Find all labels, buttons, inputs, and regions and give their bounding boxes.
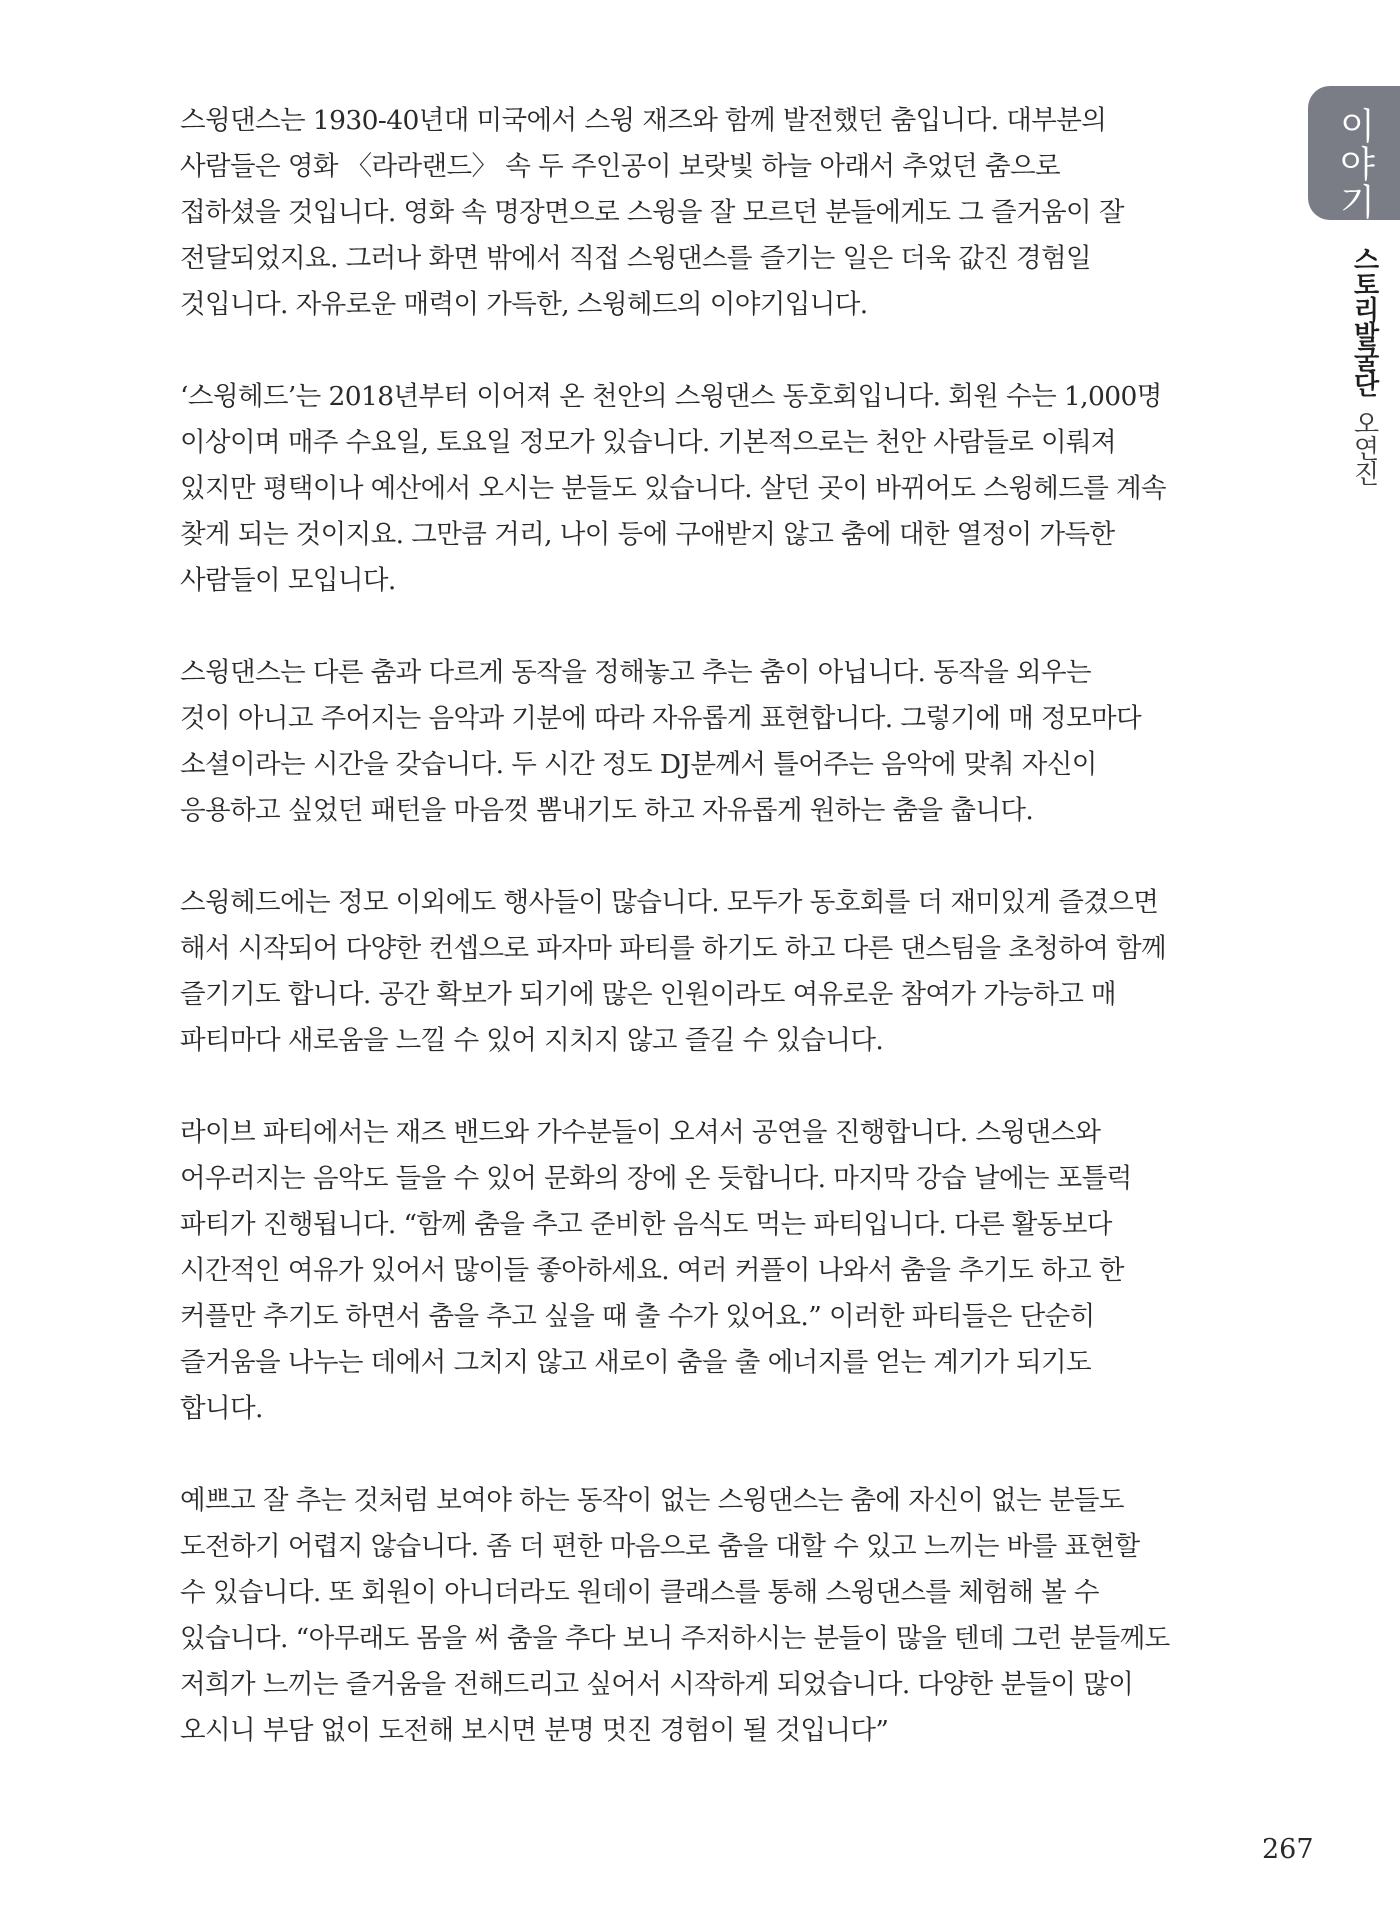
section-title: 스토리발굴단 — [1349, 246, 1379, 396]
text-line: 전달되었지요. 그러나 화면 밖에서 직접 스윙댄스를 즐기는 일은 더욱 값진 경험일 — [180, 243, 1092, 274]
paragraph — [180, 1478, 1180, 1754]
text-line: 접하셨을 것입니다. 영화 속 명장면으로 스윙을 잘 모르던 분들에게도 그 즐거움이 잘 — [180, 197, 1124, 228]
text-line: 도전하기 어렵지 않습니다. 좀 더 편한 마음으로 춤을 대할 수 있고 느끼는 바를 표현할 — [180, 1531, 1140, 1562]
text-line: 시간적인 여유가 있어서 많이들 좋아하세요. 여러 커플이 나와서 춤을 추기도 하고 한 — [180, 1255, 1124, 1286]
text-line: 파티가 진행됩니다. “함께 춤을 추고 준비한 음식도 먹는 파티입니다. 다른 활동보다 — [180, 1209, 1112, 1240]
text-line: 응용하고 싶었던 패턴을 마음껏 뽐내기도 하고 자유롭게 원하는 춤을 춥니다. — [180, 795, 1034, 826]
paragraph — [180, 374, 1180, 604]
page-number: 267 — [1262, 1834, 1314, 1865]
chapter-tab-label: 이야기 — [1334, 107, 1375, 221]
text-line: ‘스윙헤드’는 2018년부터 이어져 온 천안의 스윙댄스 동호회입니다. 회원 수는 1,000명 — [180, 381, 1162, 412]
text-line: 어우러지는 음악도 들을 수 있어 문화의 장에 온 듯합니다. 마지막 강습 날에는 포틀럭 — [180, 1163, 1132, 1194]
text-line: 스윙헤드에는 정모 이외에도 행사들이 많습니다. 모두가 동호회를 더 재미있게 즐겼으면 — [180, 887, 1159, 918]
text-line: 있습니다. “아무래도 몸을 써 춤을 추다 보니 주저하시는 분들이 많을 텐데 그런 분들께도 — [180, 1623, 1170, 1654]
text-line: 수 있습니다. 또 회원이 아니더라도 원데이 클래스를 통해 스윙댄스를 체험해 볼 수 — [180, 1577, 1099, 1608]
text-line: 라이브 파티에서는 재즈 밴드와 가수분들이 오셔서 공연을 진행합니다. 스윙댄스와 — [180, 1117, 1101, 1148]
text-line: 사람들이 모입니다. — [180, 565, 396, 596]
running-header — [1346, 246, 1383, 485]
text-line: 저희가 느끼는 즐거움을 전해드리고 싶어서 시작하게 되었습니다. 다양한 분들이 많이 — [180, 1669, 1134, 1700]
paragraph — [180, 880, 1180, 1064]
text-line: 찾게 되는 것이지요. 그만큼 거리, 나이 등에 구애받지 않고 춤에 대한 열정이 가득한 — [180, 519, 1115, 550]
article-body — [180, 98, 1180, 1800]
text-line: 오시니 부담 없이 도전해 보시면 분명 멋진 경험이 될 것입니다” — [180, 1715, 889, 1746]
text-line: 즐거움을 나누는 데에서 그치지 않고 새로이 춤을 출 에너지를 얻는 계기가 되기도 — [180, 1347, 1092, 1378]
text-line: 소셜이라는 시간을 갖습니다. 두 시간 정도 DJ분께서 틀어주는 음악에 맞춰 자신이 — [180, 749, 1097, 780]
paragraph — [180, 650, 1180, 834]
text-line: 것이 아니고 주어지는 음악과 기분에 따라 자유롭게 표현합니다. 그렇기에 매 정모마다 — [180, 703, 1142, 734]
text-line: 것입니다. 자유로운 매력이 가득한, 스윙헤드의 이야기입니다. — [180, 289, 868, 320]
text-line: 예쁘고 잘 추는 것처럼 보여야 하는 동작이 없는 스윙댄스는 춤에 자신이 없는 분들도 — [180, 1485, 1124, 1516]
text-line: 즐기기도 합니다. 공간 확보가 되기에 많은 인원이라도 여유로운 참여가 가능하고 매 — [180, 979, 1117, 1010]
author-name: 오연진 — [1349, 410, 1379, 485]
text-line: 합니다. — [180, 1393, 263, 1424]
text-line: 커플만 추기도 하면서 춤을 추고 싶을 때 출 수가 있어요.” 이러한 파티들은 단순히 — [180, 1301, 1095, 1332]
text-line: 이상이며 매주 수요일, 토요일 정모가 있습니다. 기본적으로는 천안 사람들로 이뤄져 — [180, 427, 1117, 458]
text-line: 있지만 평택이나 예산에서 오시는 분들도 있습니다. 살던 곳이 바뀌어도 스윙헤드를 계속 — [180, 473, 1167, 504]
paragraph — [180, 98, 1180, 328]
text-line: 스윙댄스는 다른 춤과 다르게 동작을 정해놓고 추는 춤이 아닙니다. 동작을 외우는 — [180, 657, 1092, 688]
text-line: 파티마다 새로움을 느낄 수 있어 지치지 않고 즐길 수 있습니다. — [180, 1025, 884, 1056]
text-line: 스윙댄스는 1930-40년대 미국에서 스윙 재즈와 함께 발전했던 춤입니다. 대부분의 — [180, 105, 1107, 136]
text-line: 사람들은 영화 〈라라랜드〉 속 두 주인공이 보랏빛 하늘 아래서 추었던 춤으로 — [180, 151, 1061, 182]
text-line: 해서 시작되어 다양한 컨셉으로 파자마 파티를 하기도 하고 다른 댄스팀을 초청하여 함께 — [180, 933, 1167, 964]
paragraph — [180, 1110, 1180, 1432]
